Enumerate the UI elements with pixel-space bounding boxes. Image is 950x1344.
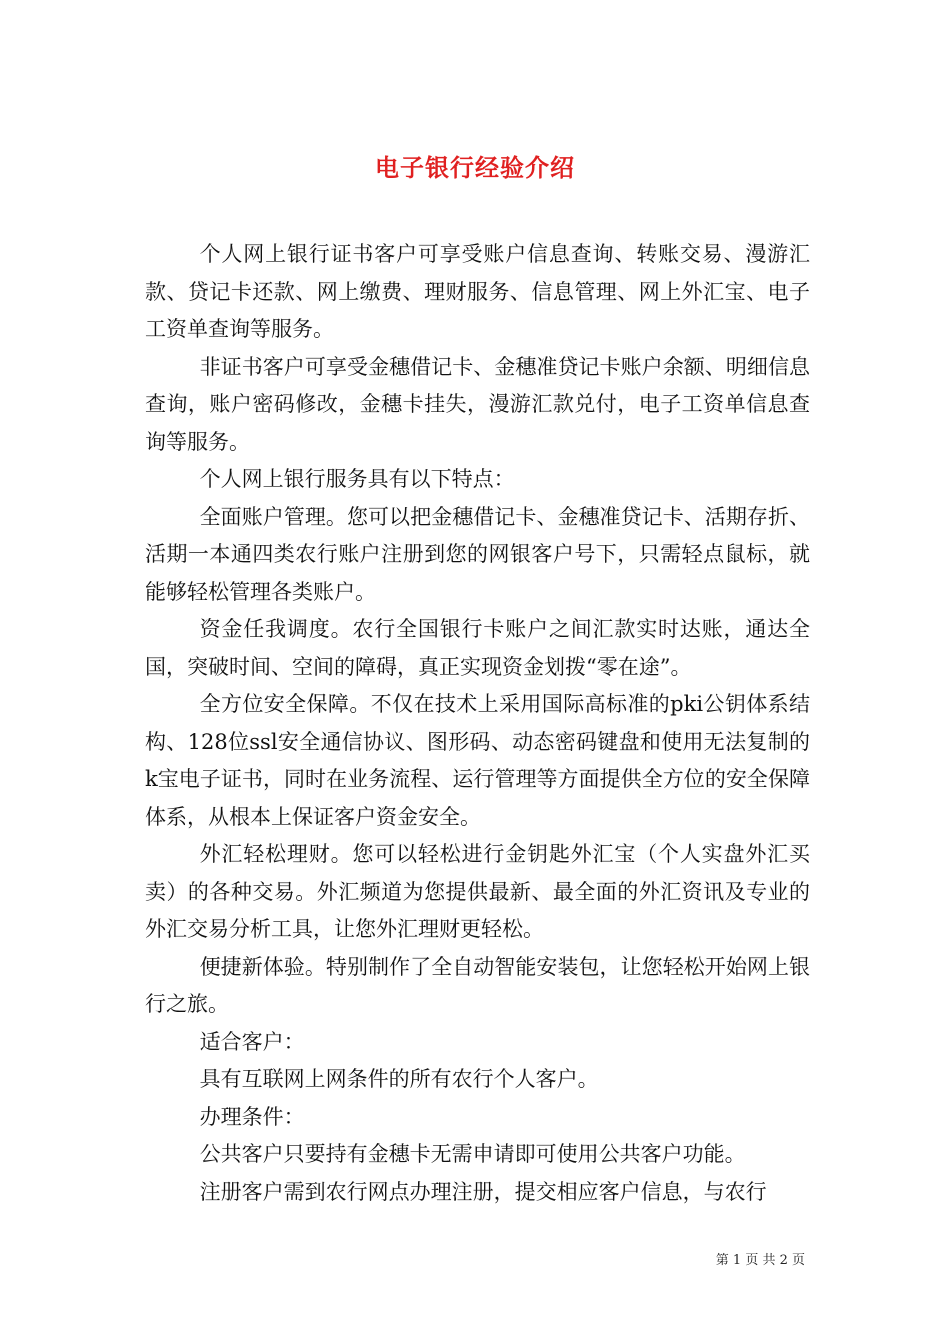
paragraph: 注册客户需到农行网点办理注册，提交相应客户信息，与农行: [199, 1179, 767, 1204]
paragraph: 资金任我调度。农行全国银行卡账户之间汇款实时达账，通达全国，突破时间、空间的障碍，真正实现资金划拨“零在途”。: [145, 617, 810, 679]
paragraph: 具有互联网上网条件的所有农行个人客户。: [199, 1067, 599, 1091]
paragraph: 办理条件：: [199, 1104, 305, 1129]
paragraph: 适合客户：: [199, 1029, 305, 1054]
page-number-footer: 第 1 页 共 2 页: [715, 1253, 805, 1268]
paragraph: 全面账户管理。您可以把金穗借记卡、金穗准贷记卡、活期存折、活期一本通四类农行账户注册到您的网银客户号下，只需轻点鼠标，就能够轻松管理各类账户。: [145, 504, 810, 604]
paragraph: 非证书客户可享受金穗借记卡、金穗准贷记卡账户余额、明细信息查询，账户密码修改，金穗卡挂失，漫游汇款兑付，电子工资单信息查询等服务。: [145, 354, 810, 454]
paragraph: 外汇轻松理财。您可以轻松进行金钥匙外汇宝（个人实盘外汇买卖）的各种交易。外汇频道为您提供最新、最全面的外汇资讯及专业的外汇交易分析工具，让您外汇理财更轻松。: [145, 842, 810, 941]
paragraph: 个人网上银行证书客户可享受账户信息查询、转账交易、漫游汇款、贷记卡还款、网上缴费、理财服务、信息管理、网上外汇宝、电子工资单查询等服务。: [145, 242, 810, 341]
paragraph: 个人网上银行服务具有以下特点：: [199, 467, 515, 491]
paragraph: 全方位安全保障。不仅在技术上采用国际高标准的pki公钥体系结构、128位ssl安全通信协议、图形码、动态密码键盘和使用无法复制的k宝电子证书，同时在业务流程、运行管理等方面提供全方位的安全保障体系，从根本上保证客户资金安全。: [145, 692, 810, 829]
document-body: [145, 236, 810, 1211]
document-title: 电子银行经验介绍: [375, 153, 575, 183]
paragraph: 便捷新体验。特别制作了全自动智能安装包，让您轻松开始网上银行之旅。: [145, 954, 810, 1016]
paragraph: 公共客户只要持有金穗卡无需申请即可使用公共客户功能。: [199, 1142, 746, 1166]
